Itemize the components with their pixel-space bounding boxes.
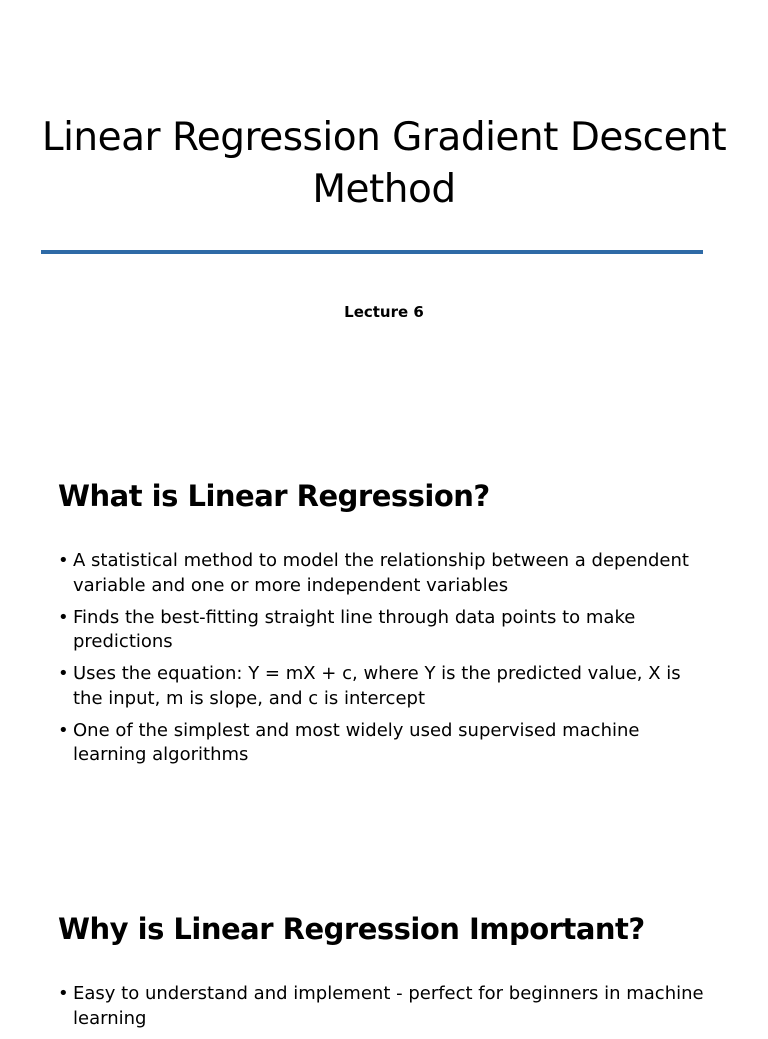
bullet-text: Easy to understand and implement - perfect for beginners in machine learning [73,983,704,1029]
slide-title: Linear Regression Gradient Descent Method [41,115,727,212]
slide-heading: Why is Linear Regression Important? [58,912,645,946]
bullet-text: Finds the best-fitting straight line through data points to make predictions [73,606,636,652]
bullet-text: A statistical method to model the relationship between a dependent variable and one or more independent variables [73,550,689,596]
bullet-icon: • [58,983,69,1004]
bullet-item [58,662,708,711]
slide-subtitle: Lecture 6 [344,303,424,321]
title-slide [0,0,768,400]
slide-heading: What is Linear Regression? [58,479,490,513]
bullet-icon: • [58,663,69,684]
bullet-list [58,549,708,775]
title-divider [41,250,703,254]
bullet-text: Uses the equation: Y = mX + c, where Y is the predicted value, X is the input, m is slope, and c is intercept [73,663,681,709]
bullet-icon: • [58,719,69,741]
bullet-text: One of the simplest and most widely used supervised machine learning algorithms [73,719,640,765]
bullet-item [58,719,708,768]
bullet-icon: • [58,606,69,628]
bullet-item [58,549,708,598]
slide-what-is-linear-regression [0,400,768,830]
slide-why-linear-regression-important [0,830,768,1029]
bullet-item [58,606,708,655]
bullet-icon: • [58,550,69,571]
bullet-list [58,982,708,1039]
